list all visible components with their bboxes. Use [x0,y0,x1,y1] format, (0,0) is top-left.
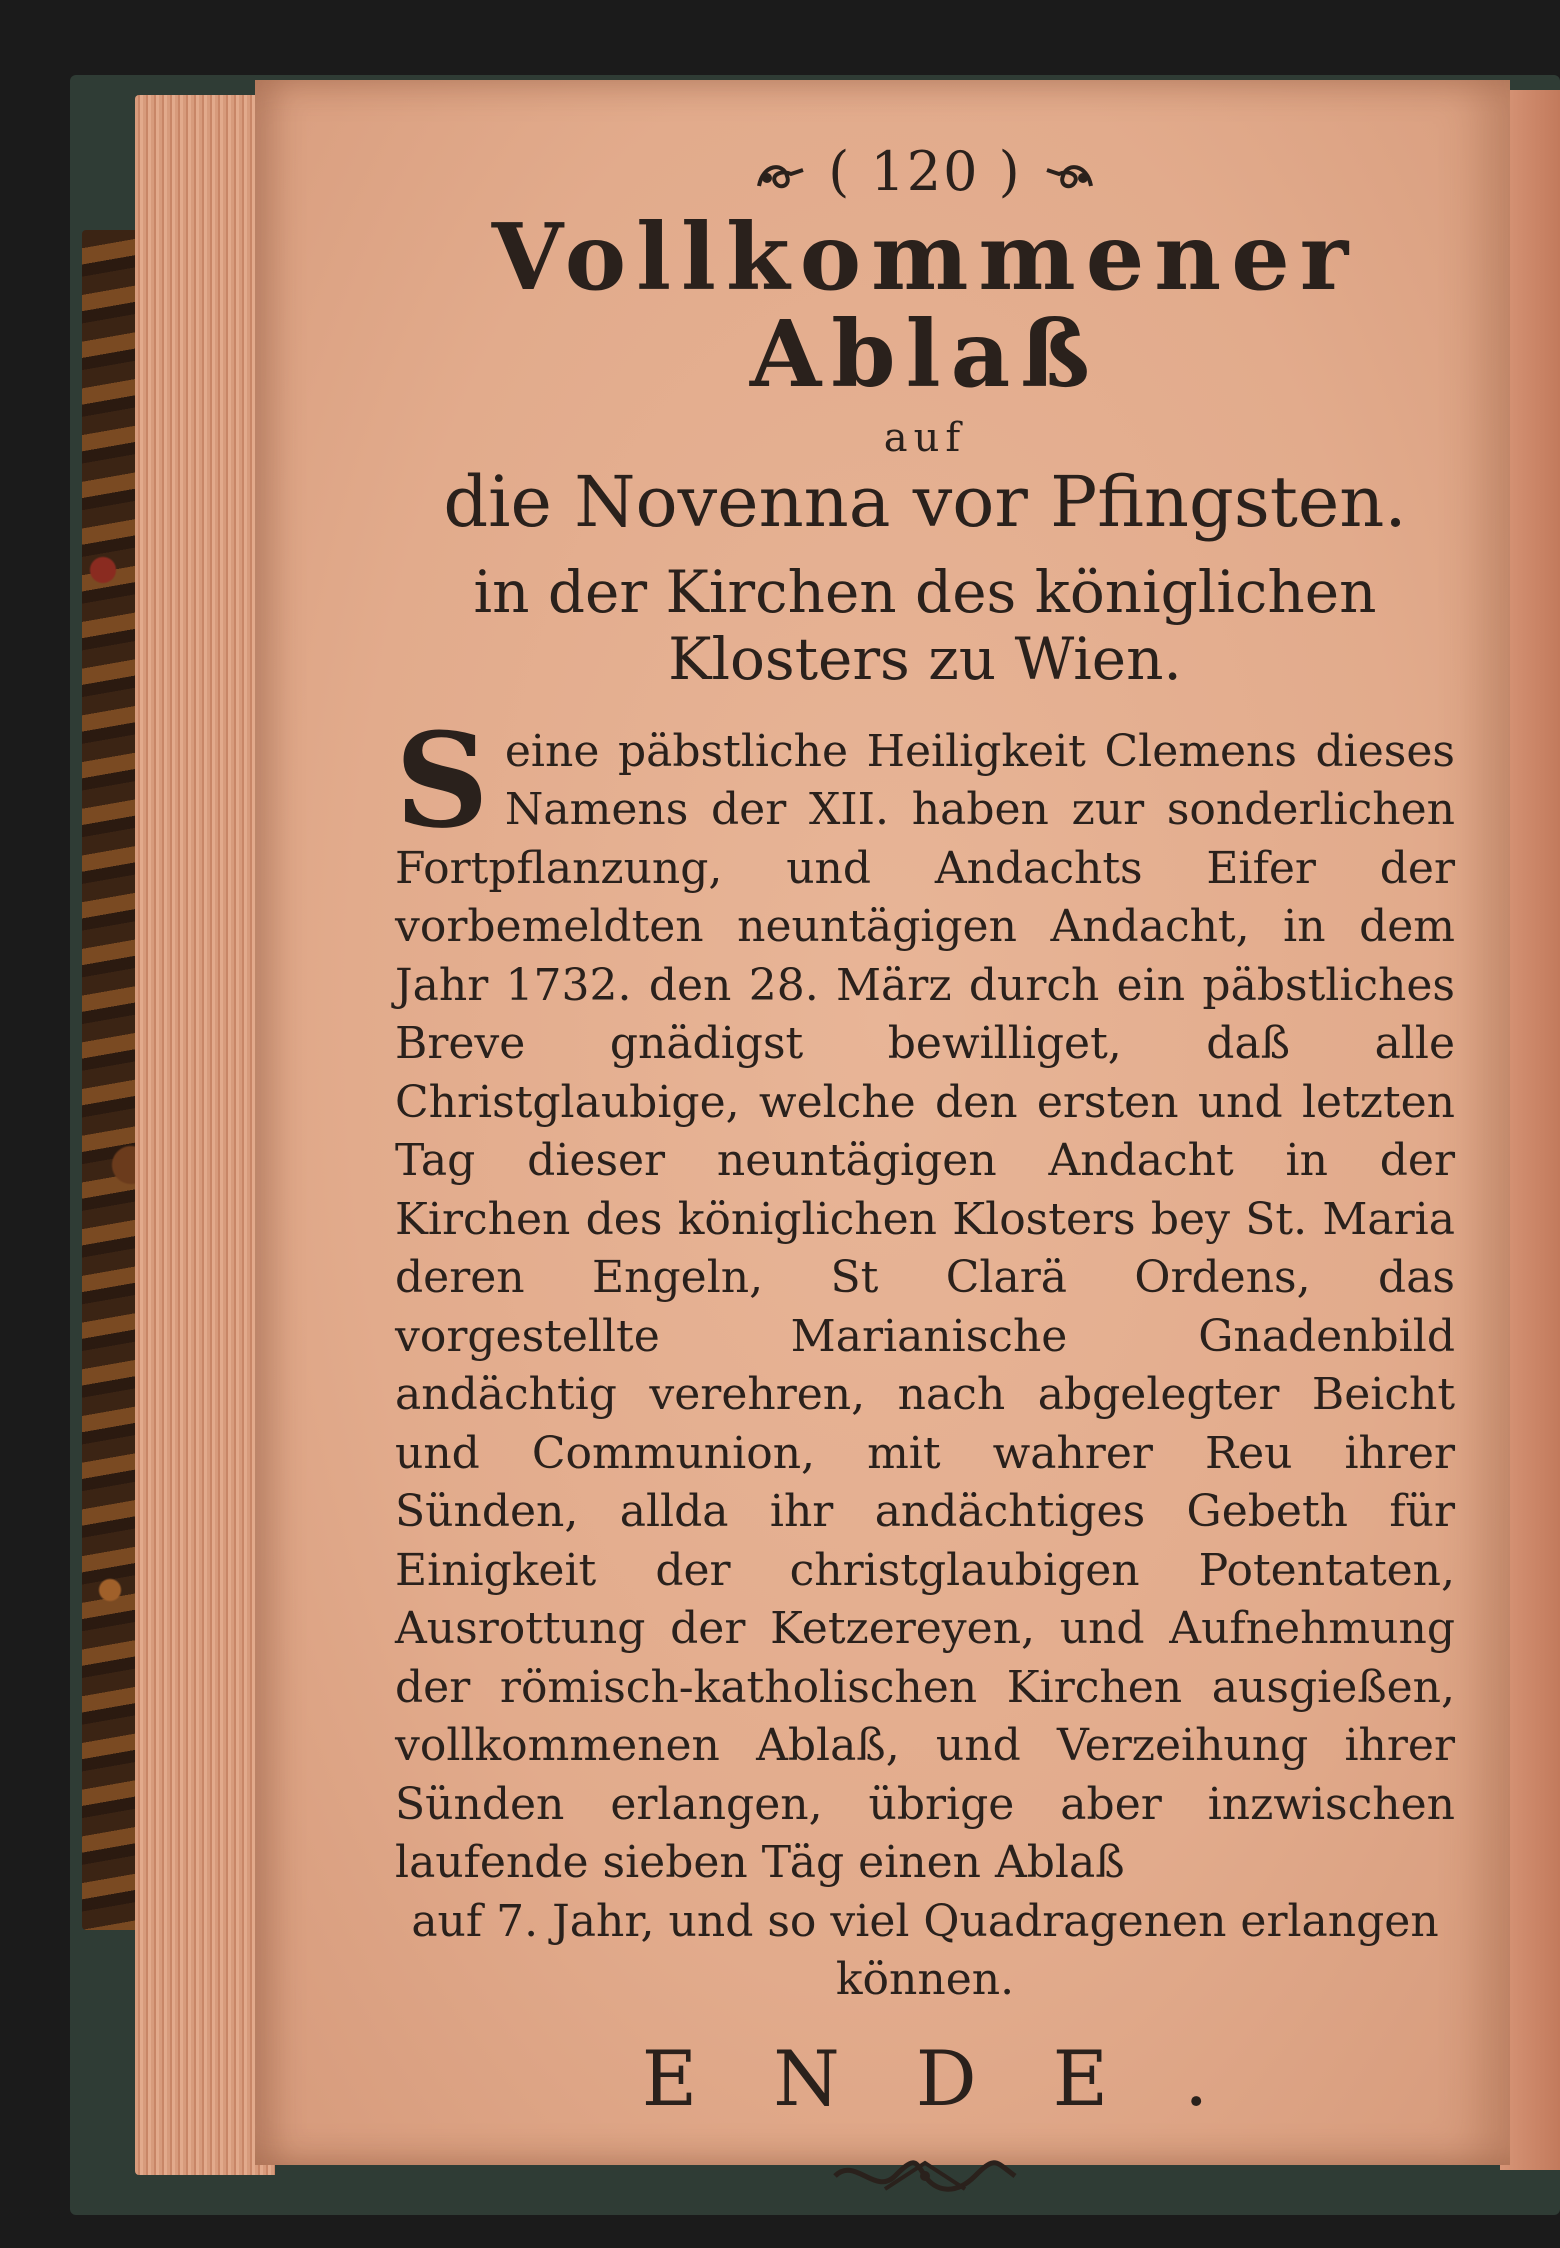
page-number: ( 120 ) [828,140,1022,203]
body-closing-lines: auf 7. Jahr, und so viel Quadragenen erlangen können. [411,1895,1439,2006]
page-stack-edge [135,95,275,2175]
ende-text: ENDE. [641,2033,1285,2123]
title-subheading: die Novenna vor Pfingsten. [443,461,1407,544]
title-connector: auf [883,415,967,462]
page-content [395,140,1455,2205]
left-floral-ornament-icon [753,156,809,196]
tailpiece-ornament-icon [395,2151,1455,2205]
body-paragraph [395,703,1455,1893]
page-number-line [395,140,1455,203]
title-heading: Vollkommener Ablaß [491,203,1359,408]
title-location: in der Kirchen des königlichen Klosters zu Wien. [473,558,1377,693]
drop-cap: S [395,703,489,857]
right-floral-ornament-icon [1041,156,1097,196]
body-text: eine päbstliche Heiligkeit Clemens dieses Namens der XII. haben zur sonderlichen Fortpflanzung, und Andachts Eifer der vorbemeldten neuntägigen Andacht, in dem Jahr 1732. den 28. März durch ein päbstliches Breve gnädigst bewilliget, daß alle Christglaubige, welche den ersten und letzten Tag dieser neuntägigen Andacht in der Kirchen des königlichen Klosters bey St. Maria deren Engeln, St Clarä Ordens, das vorgestellte Marianische Gnadenbild andächtig verehren, nach abgelegter Beicht und Communion, mit wahrer Reu ihrer Sünden, allda ihr andächtiges Gebeth für Einigkeit der christglaubigen Potentaten, Ausrottung der Ketzereyen, und Aufnehmung der römisch-katholischen Kirchen ausgießen, vollkommenen Ablaß, und Verzeihung ihrer Sünden erlangen, übrige aber inzwischen laufende sieben Täg einen Ablaß [395,725,1455,1889]
